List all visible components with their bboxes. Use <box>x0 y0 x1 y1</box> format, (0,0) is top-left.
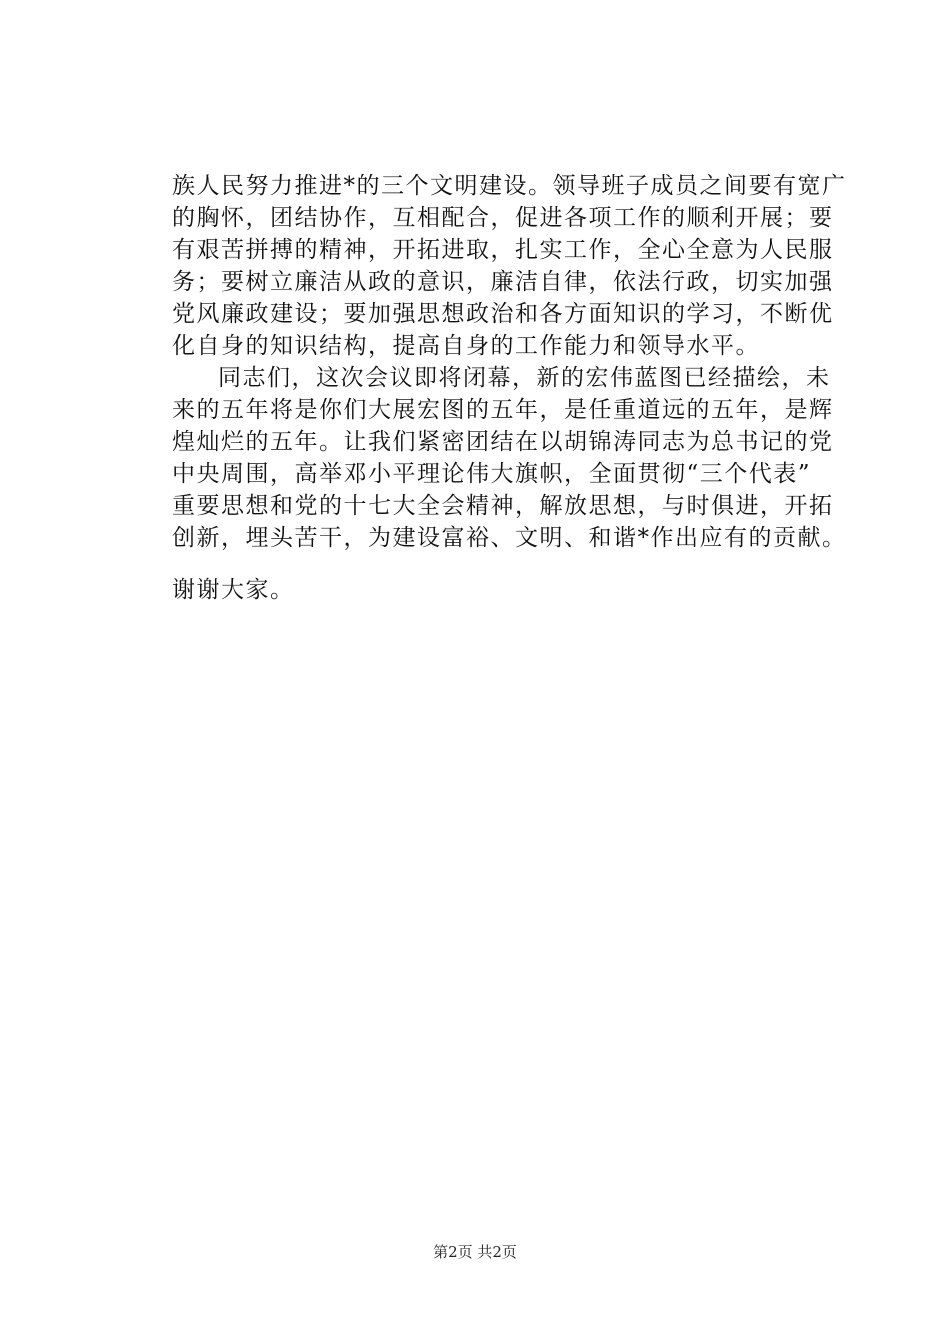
closing-remark: 谢谢大家。 <box>172 577 295 603</box>
paragraph-line: 中央周围，高举邓小平理论伟大旗帜，全面贯彻“三个代表” <box>172 461 812 487</box>
paragraph-line: 化自身的知识结构，提高自身的工作能力和领导水平。 <box>172 333 760 359</box>
paragraph-line: 党风廉政建设；要加强思想政治和各方面知识的学习，不断优 <box>172 301 834 327</box>
document-body <box>172 170 847 554</box>
paragraph-line: 重要思想和党的十七大全会精神，解放思想，与时俱进，开拓 <box>172 493 834 519</box>
page-number-footer: 第2页 共2页 <box>433 1243 517 1261</box>
paragraph-line: 煌灿烂的五年。让我们紧密团结在以胡锦涛同志为总书记的党 <box>172 429 834 455</box>
paragraph-line: 同志们，这次会议即将闭幕，新的宏伟蓝图已经描绘，未 <box>218 365 831 391</box>
paragraph-line: 有艰苦拼搏的精神，开拓进取，扎实工作，全心全意为人民服 <box>172 237 834 263</box>
paragraph-2 <box>172 362 847 554</box>
paragraph-line: 来的五年将是你们大展宏图的五年，是任重道远的五年，是辉 <box>172 397 834 423</box>
paragraph-line: 创新，埋头苦干，为建设富裕、文明、和谐*作出应有的贡献。 <box>172 525 847 551</box>
paragraph-line: 族人民努力推进*的三个文明建设。领导班子成员之间要有宽广 <box>172 173 847 199</box>
paragraph-line: 务；要树立廉洁从政的意识，廉洁自律，依法行政，切实加强 <box>172 269 834 295</box>
paragraph-line: 的胸怀，团结协作，互相配合，促进各项工作的顺利开展；要 <box>172 205 834 231</box>
paragraph-1 <box>172 170 847 362</box>
